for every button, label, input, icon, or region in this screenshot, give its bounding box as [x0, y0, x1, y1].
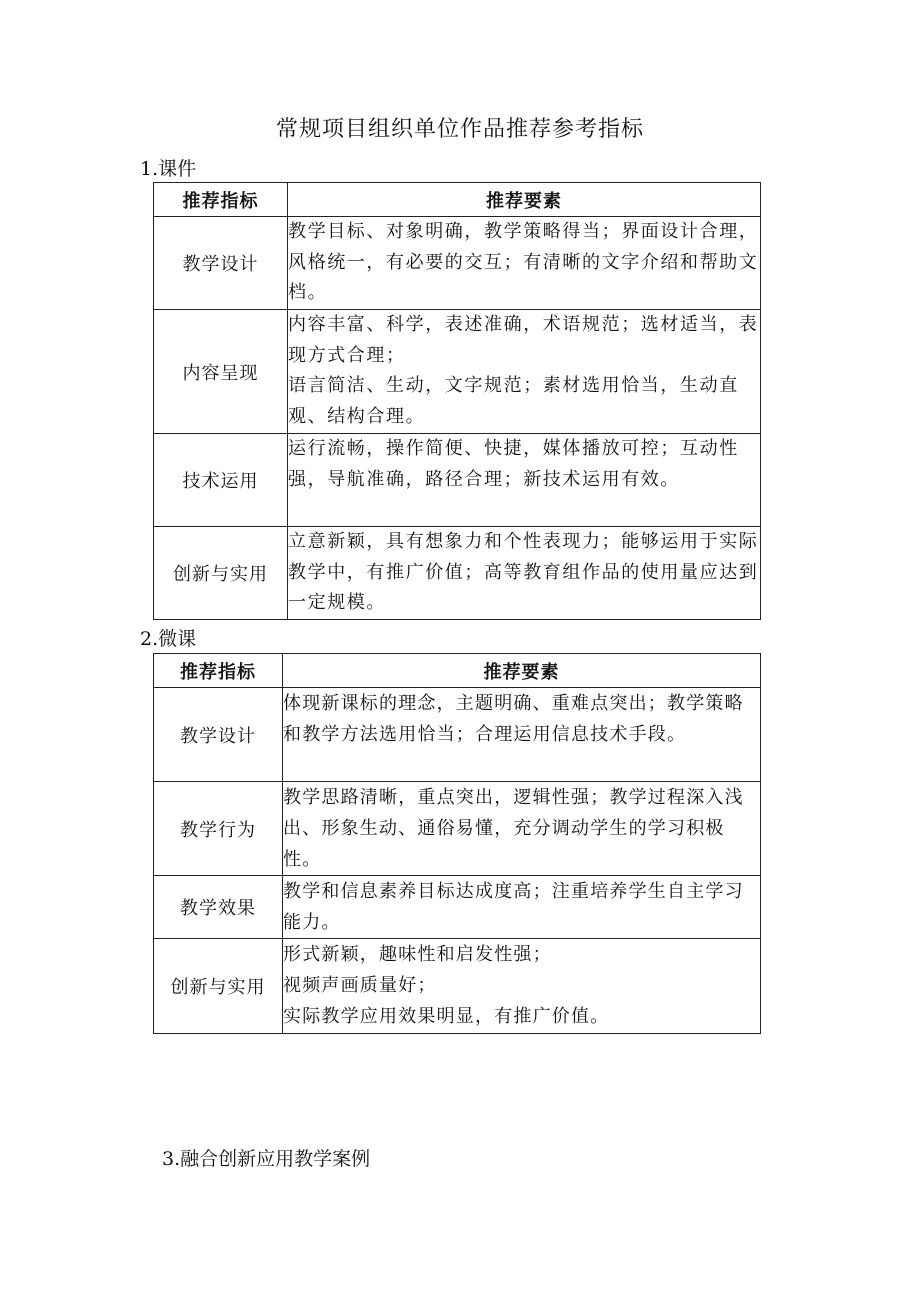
elements-cell	[288, 310, 761, 434]
section-heading-courseware: 1.课件	[140, 158, 197, 180]
elements-text: 语言简洁、生动，文字规范；素材选用恰当，生动直观、结构合理。	[288, 375, 739, 427]
elements-cell	[288, 217, 761, 310]
indicator-cell: 内容呈现	[154, 310, 288, 434]
table-row	[154, 939, 761, 1034]
header-indicator: 推荐指标	[154, 654, 283, 688]
elements-cell	[288, 527, 761, 620]
elements-text: 立意新颖，具有想象力和个性表现力；能够运用于实际教学中，有推广价值；高等教育组作品的使用量应达到一定规模。	[288, 531, 759, 613]
page-title: 常规项目组织单位作品推荐参考指标	[275, 117, 644, 142]
elements-text: 实际教学应用效果明显，有推广价值。	[283, 1006, 610, 1027]
header-indicator: 推荐指标	[154, 183, 288, 217]
table-header-row	[154, 183, 761, 217]
elements-text: 内容丰富、科学，表述准确，术语规范；选材适当，表现方式合理；	[288, 314, 759, 366]
table-row	[154, 876, 761, 939]
elements-text: 教学目标、对象明确，教学策略得当；界面设计合理，风格统一，有必要的交互；有清晰的文字介绍和帮助文档。	[288, 221, 759, 303]
header-elements: 推荐要素	[288, 183, 761, 217]
elements-text: 形式新颖，趣味性和启发性强；	[283, 944, 552, 965]
elements-text: 运行流畅，操作简便、快捷，媒体播放可控；互动性强，导航准确，路径合理；新技术运用有效。	[288, 438, 739, 490]
elements-cell	[288, 434, 761, 527]
table-row	[154, 310, 761, 434]
table-row	[154, 434, 761, 527]
indicator-cell: 技术运用	[154, 434, 288, 527]
table-row	[154, 688, 761, 782]
elements-text: 教学思路清晰，重点突出，逻辑性强；教学过程深入浅出、形象生动、通俗易懂，充分调动学生的学习积极性。	[283, 787, 744, 870]
indicator-cell: 教学设计	[154, 688, 283, 782]
elements-text: 视频声画质量好；	[283, 975, 437, 996]
section-heading-case-study: 3.融合创新应用教学案例	[162, 1148, 371, 1170]
courseware-criteria-table	[153, 182, 761, 620]
table-header-row	[154, 654, 761, 688]
elements-cell	[283, 939, 761, 1034]
indicator-cell: 创新与实用	[154, 527, 288, 620]
elements-cell	[283, 782, 761, 876]
table-row	[154, 782, 761, 876]
elements-cell	[283, 688, 761, 782]
elements-text: 体现新课标的理念，主题明确、重难点突出；教学策略和教学方法选用恰当；合理运用信息技术手段。	[283, 693, 744, 745]
table-row	[154, 527, 761, 620]
table-row	[154, 217, 761, 310]
indicator-cell: 教学设计	[154, 217, 288, 310]
microlecture-criteria-table	[153, 653, 761, 1034]
indicator-cell: 教学行为	[154, 782, 283, 876]
elements-text: 教学和信息素养目标达成度高；注重培养学生自主学习能力。	[283, 881, 744, 933]
indicator-cell: 教学效果	[154, 876, 283, 939]
indicator-cell: 创新与实用	[154, 939, 283, 1034]
elements-cell	[283, 876, 761, 939]
header-elements: 推荐要素	[283, 654, 761, 688]
section-heading-microlecture: 2.微课	[140, 628, 197, 650]
